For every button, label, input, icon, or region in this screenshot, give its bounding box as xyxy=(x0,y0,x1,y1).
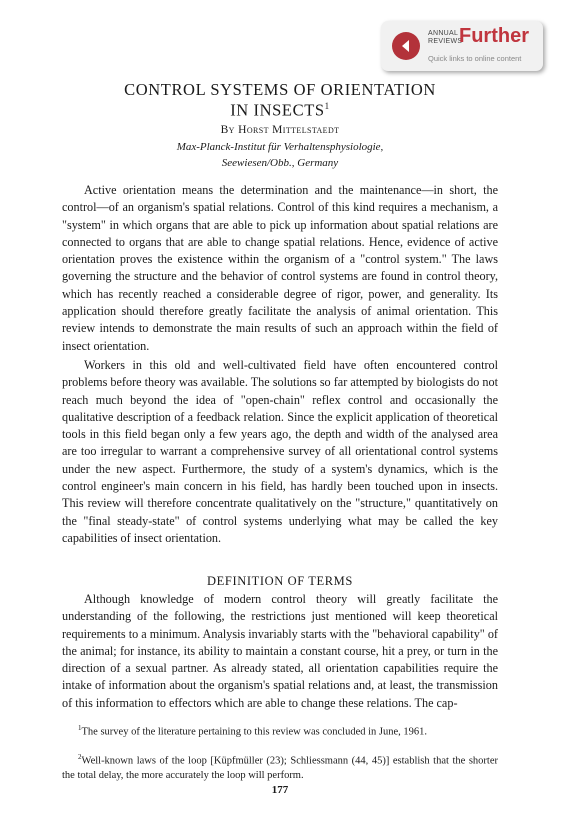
author-line: By Horst Mittelstaedt xyxy=(220,124,340,136)
footnote-mark: 2 xyxy=(78,753,82,761)
footnote-1: $^1$The survey of the literature pertaining to this review was concluded in June, 1961. xyxy=(78,724,428,738)
article-title-line1: CONTROL SYSTEMS OF ORIENTATION xyxy=(124,80,436,99)
title-footnote-mark: 1 xyxy=(324,101,330,111)
section-heading: DEFINITION OF TERMS xyxy=(207,574,353,588)
footnote-2: $^2$Well-known laws of the loop [Küpfmüller (23); Schliessmann (44, 45)] establish that the shorter the total delay, the more accurately the loop will perform. xyxy=(62,753,498,781)
badge-brand-label: Further xyxy=(459,25,529,47)
body-paragraph-2: Workers in this old and well-cultivated field have often encountered control problems before theory was available. The solutions so far attempted by biologists do not reach much beyond the idea of "open-chain" reflex control and occasionally the qualitative description of a feedback relation. Since the explicit application of theoretical tools in this field began only a few years ago, the depth and width of the analysed area are too irregular to warrant a comprehensive survey of all orientational control systems under the new aspect. Furthermore, the study of a system's dynamics, which is the control engineer's main concern in his field, has hardly been touched upon in insects. This review will therefore concentrate qualitatively on the "structure," quantitatively on the "final steady-state" of control systems underlying what may be called the key capabilities of insect orientation. xyxy=(62,358,498,545)
play-arrow-icon xyxy=(392,32,420,60)
footnote-mark: 1 xyxy=(78,724,82,732)
badge-publisher-label: ANNUAL REVIEWS xyxy=(428,30,463,45)
body-paragraph-1: Active orientation means the determination and the maintenance—in short, the control—of an organism's spatial relations. Control of this kind requires a mechanism, a "system" in which organs that are able to pick up information about spatial relations are connected to organs that are able to change spatial relations. Hence, evidence of active orientation proves the existence within the organism of a "control system." The laws governing the structure and the behavior of control systems are found in control theory, which has recently reached a considerable degree of rigor, power, and generality. Its application should therefore greatly facilitate the analysis of animal orientation. This review intends to demonstrate the main results of such an approach within the field of insect orientation. xyxy=(62,183,498,353)
body-paragraph-3: Although knowledge of modern control theory will greatly facilitate the understanding of the following, the restrictions just mentioned will keep theoretical requirements to a minimum. Analysis invariably starts with the "behavioral capability" of the animal; for instance, its ability to maintain a constant course, hit a prey, or turn in the direction of a sexual partner. As already stated, all orientation capabilities require the intake of information about the organism's spatial relations and, at least, the transmission of this information to effectors which are able to change these relations. The cap- xyxy=(62,592,498,710)
affiliation-line2: Seewiesen/Obb., Germany xyxy=(221,157,339,169)
article-title-line2: IN INSECTS$^1$ xyxy=(230,100,330,120)
page-number: 177 xyxy=(271,784,289,796)
affiliation-line1: Max-Planck-Institut für Verhaltensphysiologie, xyxy=(176,141,384,153)
badge-subtitle: Quick links to online content xyxy=(428,54,522,63)
further-badge-button[interactable] xyxy=(381,21,543,71)
